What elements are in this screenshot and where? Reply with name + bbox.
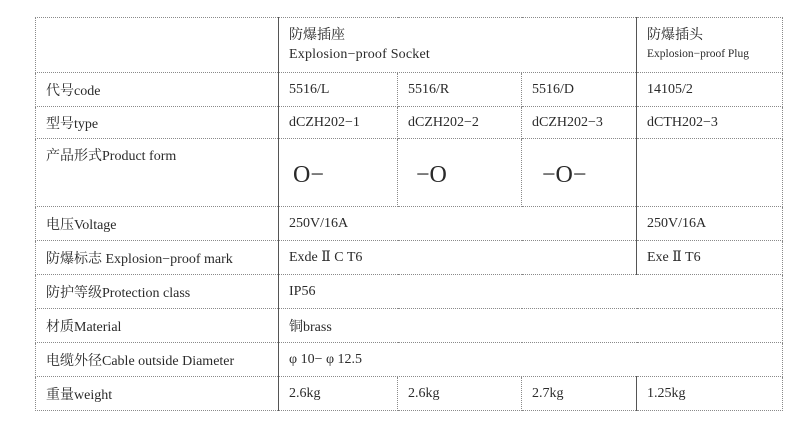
protection-label: 防护等级Protection class <box>36 275 279 309</box>
mark-row <box>36 241 783 275</box>
weight-cell: 1.25kg <box>637 377 783 411</box>
plug-header <box>637 18 783 73</box>
type-cell: dCZH202−2 <box>398 107 522 139</box>
weight-label: 重量weight <box>36 377 279 411</box>
code-cell: 5516/L <box>279 73 398 107</box>
code-cell: 14105/2 <box>637 73 783 107</box>
weight-cell: 2.6kg <box>279 377 398 411</box>
header-empty-cell <box>36 18 279 73</box>
socket-header-en: Explosion−proof Socket <box>289 47 431 62</box>
voltage-plug: 250V/16A <box>637 207 783 241</box>
cable-value: φ 10− φ 12.5 <box>279 343 783 377</box>
form-row <box>36 139 783 207</box>
voltage-row <box>36 207 783 241</box>
protection-value: IP56 <box>279 275 783 309</box>
form-symbol <box>637 139 783 207</box>
plug-header-cn: 防爆插头 <box>647 28 703 43</box>
form-symbol: −O− <box>522 139 637 207</box>
weight-cell: 2.7kg <box>522 377 637 411</box>
socket-header <box>279 18 637 73</box>
type-cell: dCZH202−3 <box>522 107 637 139</box>
material-row <box>36 309 783 343</box>
protection-row <box>36 275 783 309</box>
mark-label: 防爆标志 Explosion−proof mark <box>36 241 279 275</box>
code-cell: 5516/D <box>522 73 637 107</box>
mark-plug: Exe Ⅱ T6 <box>637 241 783 275</box>
form-label: 产品形式Product form <box>36 139 279 207</box>
code-row <box>36 73 783 107</box>
weight-row <box>36 377 783 411</box>
type-cell: dCZH202−1 <box>279 107 398 139</box>
type-cell: dCTH202−3 <box>637 107 783 139</box>
header-row <box>36 18 783 73</box>
socket-header-cn: 防爆插座 <box>289 28 345 43</box>
spec-table <box>35 17 783 411</box>
weight-cell: 2.6kg <box>398 377 522 411</box>
code-cell: 5516/R <box>398 73 522 107</box>
form-symbol: O− <box>279 139 398 207</box>
voltage-socket: 250V/16A <box>279 207 637 241</box>
material-value: 铜brass <box>279 309 783 343</box>
form-symbol: −O <box>398 139 522 207</box>
voltage-label: 电压Voltage <box>36 207 279 241</box>
cable-row <box>36 343 783 377</box>
type-row <box>36 107 783 139</box>
material-label: 材质Material <box>36 309 279 343</box>
type-label: 型号type <box>36 107 279 139</box>
plug-header-en: Explosion−proof Plug <box>647 48 750 60</box>
code-label: 代号code <box>36 73 279 107</box>
mark-socket: Exde Ⅱ C T6 <box>279 241 637 275</box>
cable-label: 电缆外径Cable outside Diameter <box>36 343 279 377</box>
